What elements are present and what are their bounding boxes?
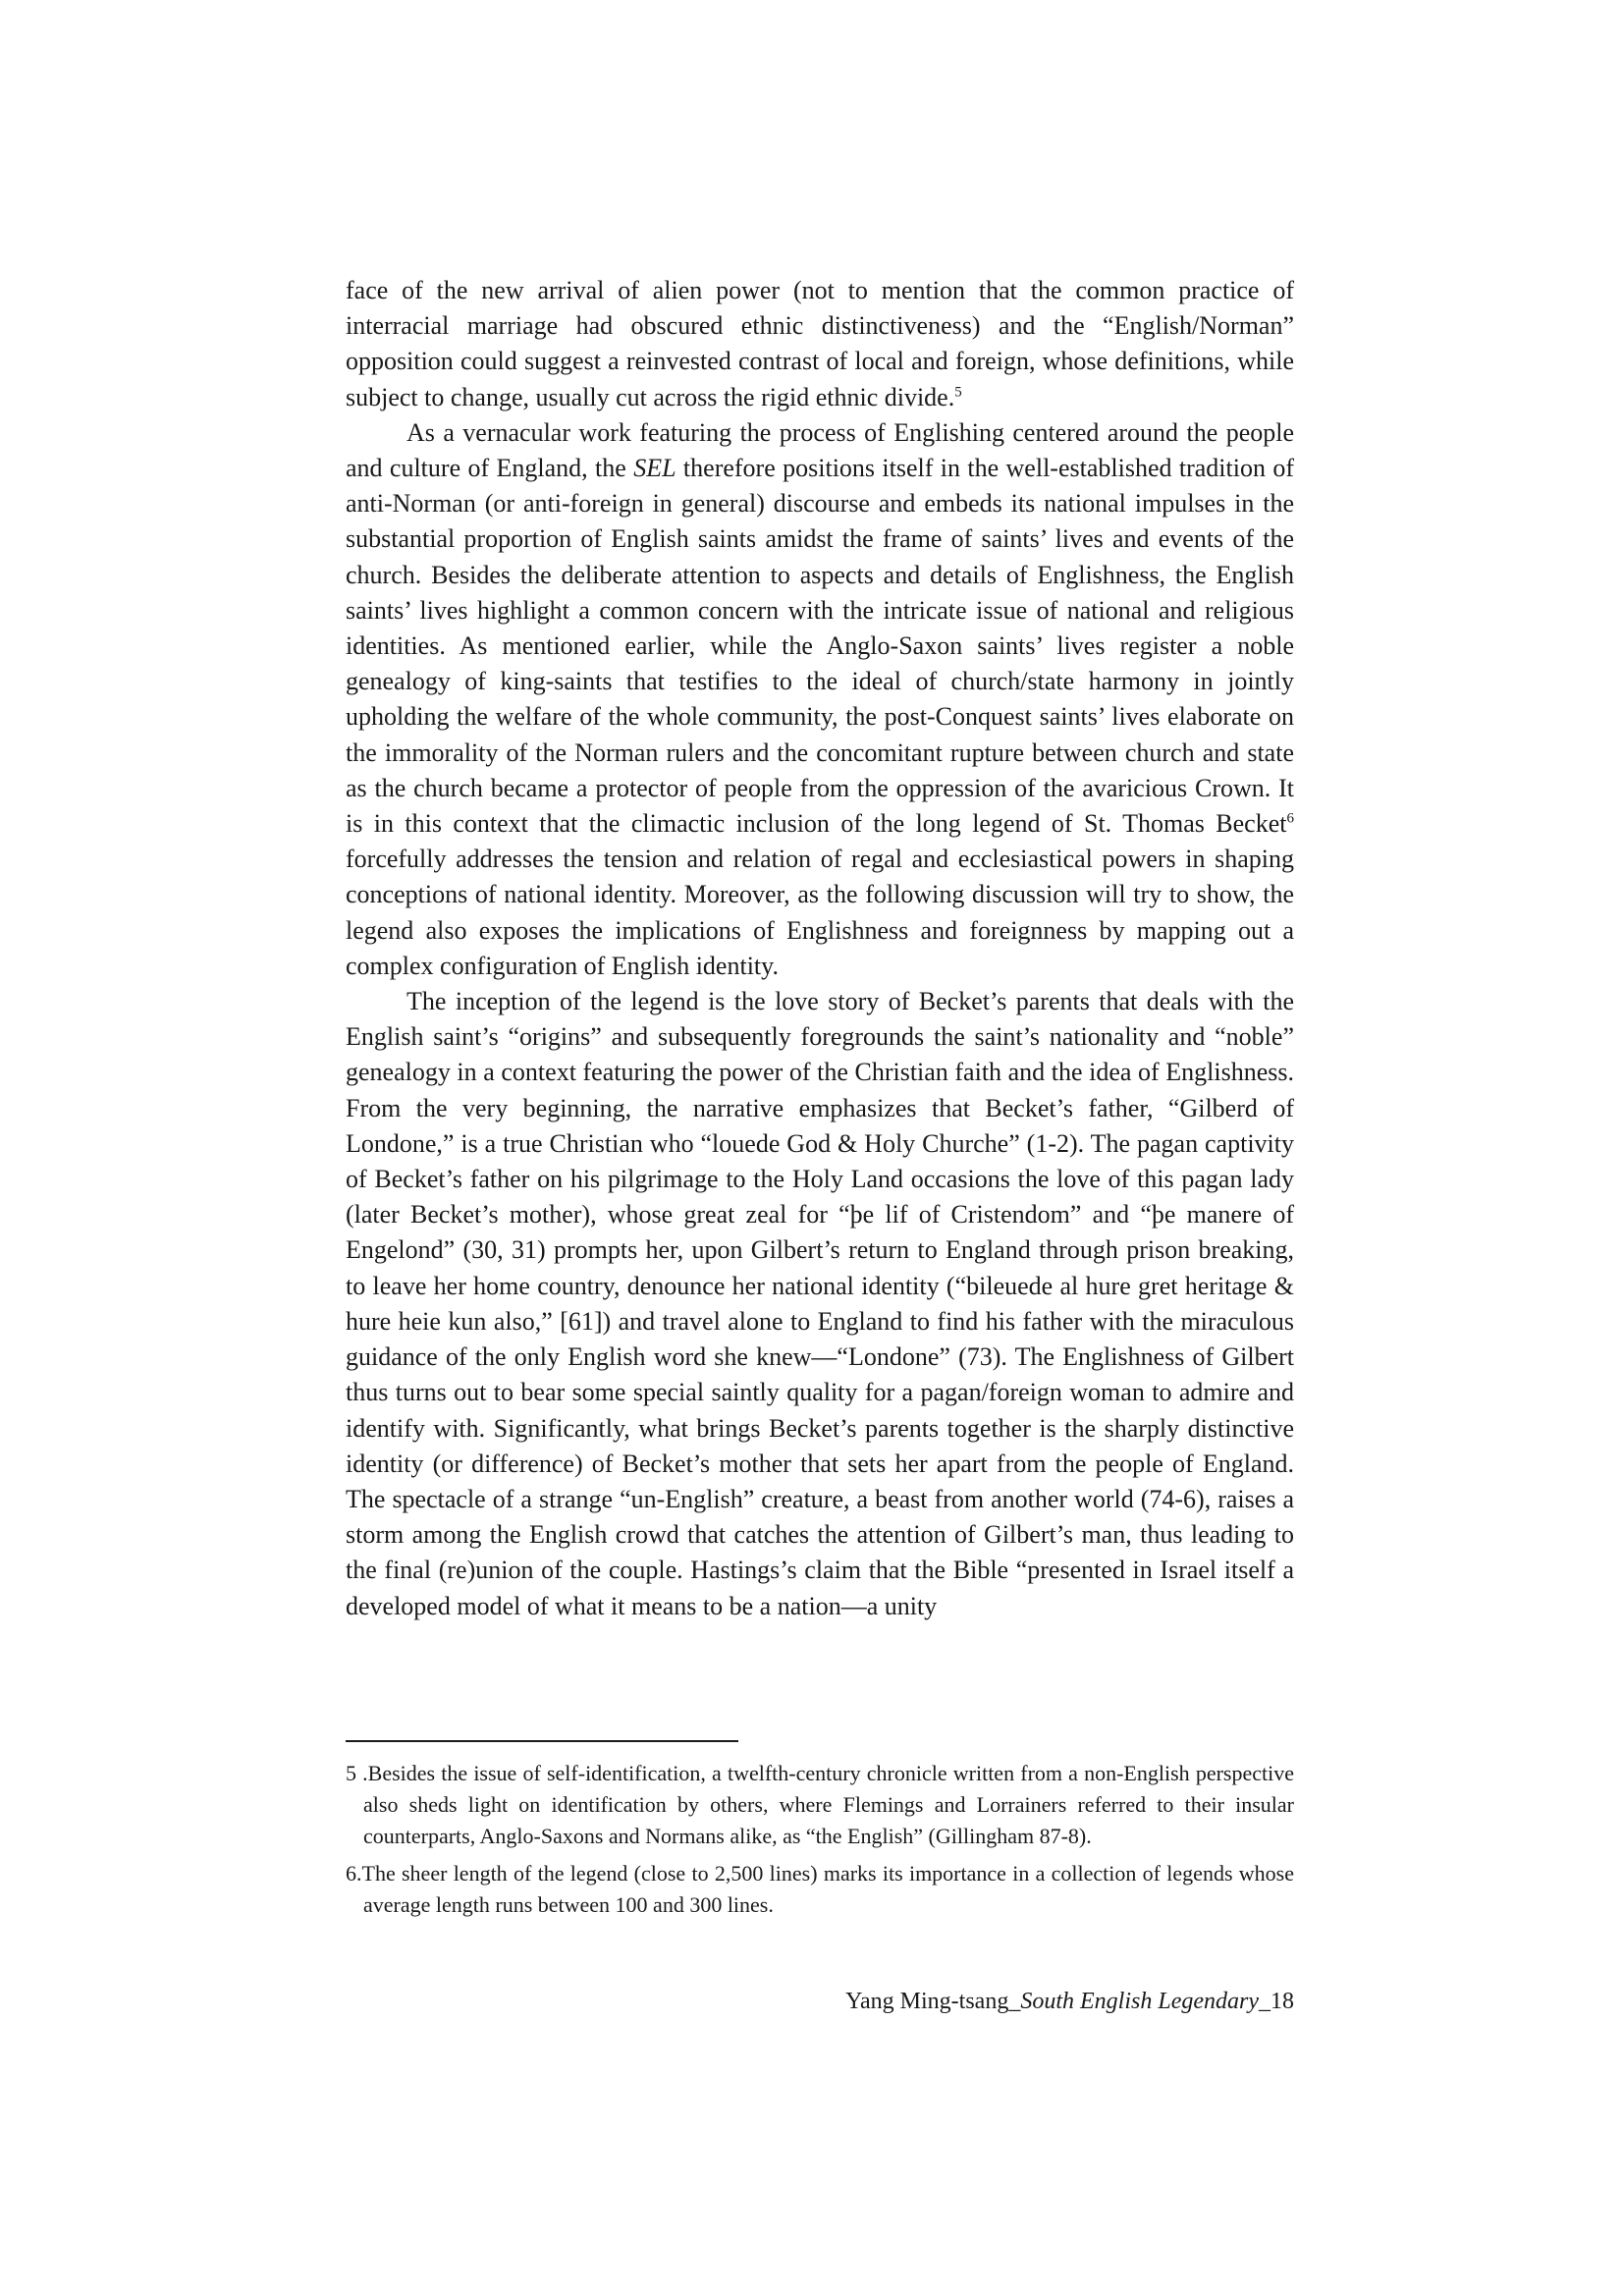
paragraph (346, 415, 1294, 984)
footnotes (346, 1758, 1294, 1927)
text-run: The inception of the legend is the love story of Becket’s parents that deals with the English saint’s “origins” and subsequently foregrounds the saint’s nationality and “noble” genealogy in a context featuring the power of the Christian faith and the idea of Englishness. From the very beginning, the narrative emphasizes that Becket’s father, “Gilberd of Londone,” is a true Christian who “louede God & Holy Churche” (1-2). The pagan captivity of Becket’s father on his pilgrimage to the Holy Land occasions the love of this pagan lady (later Becket’s mother), whose great zeal for “þe lif of Cristendom” and “þe manere of Engelond” (30, 31) prompts her, upon Gilbert’s return to England through prison breaking, to leave her home country, denounce her national identity (“bileuede al hure gret heritage & hure heie kun also,” [61]) and travel alone to England to find his father with the miraculous guidance of the only English word she knew—“Londone” (73). The Englishness of Gilbert thus turns out to bear some special saintly quality for a pagan/foreign woman to admire and identify with. Significantly, what brings Becket’s parents together is the sharply distinctive identity (or difference) of Becket’s mother that sets her apart from the people of England. The spectacle of a strange “un-English” creature, a beast from another world (74-6), raises a storm among the English crowd that catches the attention of Gilbert’s man, thus leading to the final (re)union of the couple. Hastings’s claim that the Bible “presented in Israel itself a developed model of what it means to be a nation—a unity (346, 987, 1294, 1620)
paragraph (346, 273, 1294, 415)
italic-text: SEL (633, 454, 676, 483)
text-run: forcefully addresses the tension and relation of regal and ecclesiastical powers in shaping conceptions of national identity. Moreover, as the following discussion will try to show, the legend also exposes the implications of Englishness and foreignness by mapping out a complex configuration of English identity. (346, 845, 1294, 980)
text-run: therefore positions itself in the well-established tradition of anti-Norman (or anti-foreign in general) discourse and embeds its national impulses in the substantial proportion of English saints amidst the frame of saints’ lives and events of the church. Besides the deliberate attention to aspects and details of Englishness, the English saints’ lives highlight a common concern with the intricate issue of national and religious identities. As mentioned earlier, while the Anglo-Saxon saints’ lives register a noble genealogy of king-saints that testifies to the ideal of church/state harmony in jointly upholding the welfare of the whole community, the post-Conquest saints’ lives elaborate on the immorality of the Norman rulers and the concomitant rupture between church and state as the church became a protector of people from the oppression of the avaricious Crown. It is in this context that the climactic inclusion of the long legend of St. Thomas Becket (346, 454, 1294, 839)
body-text (346, 273, 1294, 1624)
text-run: face of the new arrival of alien power (not to mention that the common practice of interracial marriage had obscured ethnic distinctiveness) and the “English/Norman” opposition could suggest a reinvested contrast of local and foreign, whose definitions, while subject to change, usually cut across the rigid ethnic divide. (346, 276, 1294, 411)
footnote-ref: 6 (1286, 810, 1294, 827)
text-run: As a vernacular work featuring the process of Englishing centered around the people and culture of England, the (346, 417, 1294, 483)
page-number: _18 (1259, 1989, 1294, 2014)
footer-author: Yang Ming-tsang_ (845, 1989, 1021, 2014)
footnote: 5 .Besides the issue of self-identification, a twelfth-century chronicle written from a non-English perspective also sheds light on identification by others, where Flemings and Lorrainers referred to their insular counterparts, Anglo-Saxons and Normans alike, as “the English” (Gillingham 87-8). (346, 1761, 1294, 1848)
footnote-ref: 5 (954, 383, 962, 400)
footnote-separator (346, 1740, 738, 1742)
footnote: 6.The sheer length of the legend (close to 2,500 lines) marks its importance in a collection of legends whose average length runs between 100 and 300 lines. (346, 1861, 1294, 1917)
paragraph (346, 984, 1294, 1624)
footer-title: South English Legendary (1020, 1989, 1259, 2014)
running-footer (845, 1989, 1294, 2015)
